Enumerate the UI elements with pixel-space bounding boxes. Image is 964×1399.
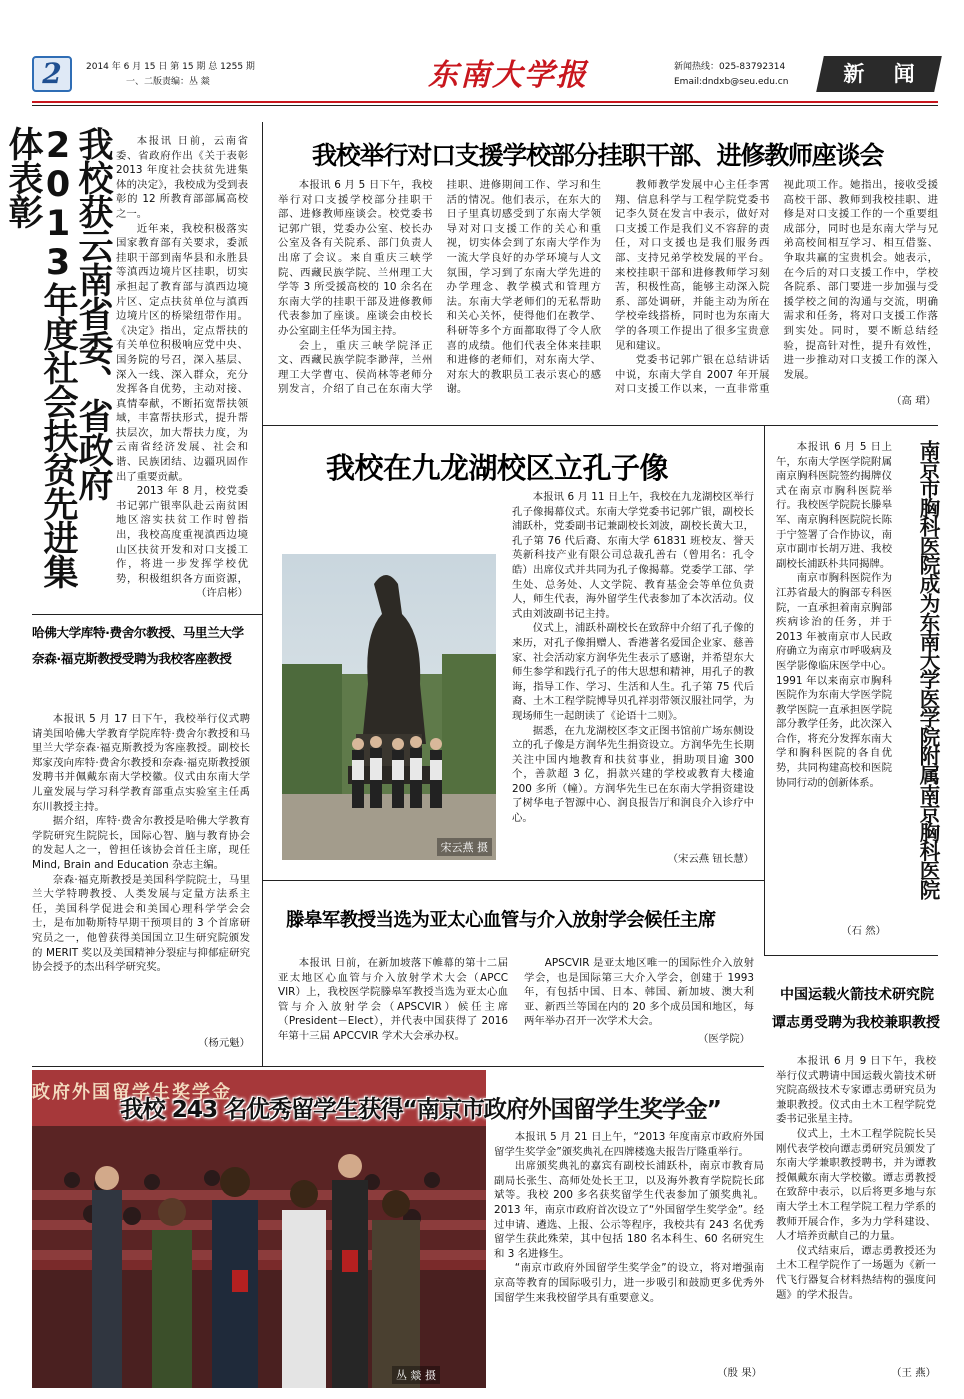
signature-teng: （医学院） xyxy=(632,1030,750,1045)
paper-name: 东南大学报 xyxy=(428,58,588,93)
paragraph: 本报讯 日前，云南省委、省政府作出《关于表彰 2013 年度社会扶贫先进集体的决定》，我校成为受到表彰的 12 所教育部部属高校之一。 xyxy=(116,135,248,220)
headline-harvard-line1: 哈佛大学库特·费舍尔教授、马里兰大学 xyxy=(32,625,244,640)
headline-chest: 南京市胸科医院成为东南大学医学院附属南京胸科医院 xyxy=(916,440,940,899)
paragraph: 本报讯 6 月 5 日上午，东南大学医学院附属南京胸科医院签约揭牌仪式在南京市胸科医院举行。我校医学院院长滕皋军、南京胸科医院院长陈于宁签署了合作协议，南京市副市长胡万进、我校副校长浦跃朴共同揭牌。 xyxy=(776,441,892,570)
confucius-photo-caption: 宋云燕 摄 xyxy=(437,838,493,856)
signature-chest: （石 然） xyxy=(841,925,886,937)
divider xyxy=(764,955,938,956)
body-rocket xyxy=(776,1054,936,1366)
headline-rocket-line2: 谭志勇受聘为我校兼职教授 xyxy=(772,1015,940,1031)
signature-scholarship: （殷 果） xyxy=(717,1367,762,1379)
masthead xyxy=(32,56,938,100)
paragraph: 教师教学发展中心主任李霄翔、信息科学与工程学院党委书记李久贤在发言中表示，做好对口支援工作是我们义不容辞的责任，对口支援也是我们服务西部、支持兄弟学校发展的平台。来校挂职干部和进修教师学习刻苦，积极性高，能够主动深入院系、部处调研，并能主动为所在学校牵线搭桥，同时也为东南大学的各项工作提出了很多宝贵意见和建议。 xyxy=(615,179,770,352)
editor-line: 一、二版责编：丛 燚 xyxy=(126,77,210,87)
paragraph: 奈森·福克斯教授是美国科学院院士，马里兰大学特聘教授、人类发展与定量方法系主任，美国科学促进会和美国心理科学学会会士，是布加勒斯特早期干预项目的 3 个首席研究员之一，他曾获得美国国立卫生研究院颁发的 MERIT 奖以及美国精神分裂症与抑郁症研究协会授予的杰出科学研究奖。 xyxy=(32,873,250,974)
paragraph: 仪式上，浦跃朴副校长在致辞中介绍了孔子像的来历，对孔子像捐赠人、香港著名爱国企业家、慈善家、社会活动家方润华先生表示了感谢，并希望东大师生参学和践行孔子的伟大思想和精神，用孔子的教诲，指导工作、学习、生活和人生。孔子第 75 代后裔、土木工程学院博导贝孔祥羽带领汉服社同学，为现场师生一起朗读了《论语十二则》。 xyxy=(512,622,754,722)
hotline: 新闻热线：025-83792314 xyxy=(674,62,786,72)
page-number-box xyxy=(32,56,72,92)
article-yunnan xyxy=(3,122,250,606)
scholarship-photo-caption: 丛 燚 摄 xyxy=(392,1366,440,1384)
section-label: 新 闻 xyxy=(843,62,915,86)
divider xyxy=(32,614,262,615)
paragraph: 仪式上，土木工程学院院长吴刚代表学校向谭志勇研究员颁发了东南大学兼职教授聘书，并为谭教授佩戴东南大学校徽。谭志勇教授在致辞中表示，以后将更多地与东南大学土木工程学院工程力学系的教师开展合作，多为力学科建设、人才培养贡献自己的力量。 xyxy=(776,1127,936,1243)
scholarship-banner-text: 政府外国留学生奖学金 xyxy=(32,1082,232,1103)
paragraph: 会上，重庆三峡学院泽正文、西藏民族学院李渺萍，兰州理工大学曹屯、侯尚林等老师分别发言，介绍了自己在东南大学挂职、进修期间工作、学习和生活的情况。他们表示，在东大的日子里真切感受到了东南大学领导对对口支援工作的关心和重视，切实体会到了东南大学作为一流大学良好的办学环境与人文氛围，学习到了东南大学先进的办学理念、教学模式和管理方法。东南大学老师们的无私帮助和关心关怀，使得他们在教学、科研等多个方面都取得了令人欣喜的成绩。他们代表全体来挂职和进修的老师们，对东南大学、对东大的教职员工表示衷心的感谢。 xyxy=(278,179,601,396)
signature-duikou: （高 珺） xyxy=(832,392,936,407)
paragraph: 据悉，在九龙湖校区李文正图书馆前广场东侧设立的孔子像是方润华先生捐资设立。方润华先生长期关注中国内地教育和扶贫事业，捐助项目逾 300 个，善款超 3 亿，捐款兴建的学校或教育大楼逾 200 多所（幢）。方润华先生已在东南大学捐资建设了树华电子智源中心、润良报告厅和润良介入诊疗中心。 xyxy=(512,724,754,825)
confucius-statue-image xyxy=(282,554,496,860)
body-scholarship xyxy=(494,1130,764,1362)
paragraph: APSCVIR 是亚太地区唯一的国际性介入放射学会，也是国际第三大介入学会，创建于 1993 年，有包括中国、日本、韩国、新加坡、澳大利亚、新西兰等国在内的 20 多个成员国和地区，每两年举办召开一次学术大会。 xyxy=(524,957,754,1028)
article-chest xyxy=(772,436,938,946)
signature-harvard: （杨元魁） xyxy=(198,1037,250,1049)
body-harvard xyxy=(32,712,250,1034)
divider xyxy=(32,1066,764,1067)
headline-duikou: 我校举行对口支援学校部分挂职干部、进修教师座谈会 xyxy=(312,141,884,170)
paragraph: 出席颁奖典礼的嘉宾有副校长浦跃朴，南京市教育局副局长张生、高师处处长王卫，以及海外教育学院院长邱斌等。我校 200 多名获奖留学生代表参加了颁奖典礼。2013 年，南京市政府首次设立了“外国留学生奖学金”。经过申请、遴选、上报、公示等程序，我校共有 243 名优秀留学生获此殊荣，其中包括 180 名本科生、60 名研究生和 3 名进修生。 xyxy=(494,1160,764,1260)
paragraph: 据介绍，库特·费舍尔教授是哈佛大学教育学院研究生院院长，国际心智、脑与教育协会的发起人之一，曾担任该协会首任主席，现任 Mind, Brain and Education 杂志主编。 xyxy=(32,815,250,871)
article-rocket xyxy=(772,962,938,1390)
paragraph: 党委书记郭广银在总结讲话中说，东南大学自 2007 年开展对口支援工作以来，一直非常重视此项工作。她指出，接收受援高校干部、教师到我校挂职、进修是对口支援工作的一个重要组成部分，同时也是东南大学与兄弟高校间相互学习、相互借鉴、争取共赢的宝贵机会。她表示，在今后的对口支援工作中，学校各院系、部门要进一步加强与受援学校之间的沟通与交流，明确需求和任务，将对口支援工作落到实处。同时，要不断总结经验，提高针对性，提升有效性，进一步推动对口支援工作的深入发展。 xyxy=(615,179,938,396)
headline-teng: 滕皋军教授当选为亚太心血管与介入放射学会候任主席 xyxy=(286,910,716,931)
paragraph: 本报讯 日前，在新加坡落下帷幕的第十二届亚太地区心血管与介入放射学术大会（APCC VIR）上，我校医学院滕皋军教授当选为亚太心血管与介入放射学会（APSCVIR）候任主席（President－Elect），并代表中国获得了 2016 年第十三届 APCCVIR 学术大会承办权。 xyxy=(278,957,508,1042)
signature-rocket: （王 燕） xyxy=(852,1364,936,1379)
headline-yunnan: 我校获云南省委、省政府2013年度社会扶贫先进集体表彰 xyxy=(3,126,113,588)
paragraph: 2013 年 8 月，校党委书记郭广银率队赴云南贫困地区溶实扶贫工作时曾指出，我校高度重视滇西边境山区扶贫开发和对口支援工作，将进一步发挥学校优势，积极组织各方面资源， xyxy=(116,485,248,585)
headline-scholarship: 我校 243 名优秀留学生获得“南京市政府外国留学生奖学金” xyxy=(120,1095,721,1123)
signature-confucius: （宋云燕 钮长慧） xyxy=(542,850,754,865)
page-number: 2 xyxy=(42,57,62,90)
body-duikou xyxy=(278,178,938,410)
article-confucius xyxy=(272,430,758,878)
paragraph: 仪式结束后，谭志勇教授还为土木工程学院作了一场题为《新一代飞行器复合材料热结构的强度问题》的学术报告。 xyxy=(776,1244,936,1301)
paragraph: 南京市胸科医院作为江苏省最大的胸部专科医院，一直承担着南京胸部疾病诊治的任务，并于 2013 年被南京市人民政府确立为南京市呼吸病及医学影像临床医学中心。1991 年以来南京市胸科医院作为东南大学医学院教学医院一直承担医学院部分教学任务，此次深入合作，将充分发挥东南大学和胸科医院的各自优势，共同构建高校和医院协同行动的创新体系。 xyxy=(776,572,892,789)
divider xyxy=(262,425,938,426)
paragraph: 本报讯 5 月 17 日下午，我校举行仪式聘请美国哈佛大学教育学院库特·费舍尔教授和马里兰大学奈森·福克斯教授为客座教授。副校长郑家茂向库特·费舍尔教授和奈森·福克斯教授颁发聘书并佩戴东南大学校徽。仪式由东南大学儿童发展与学习科学教育部重点实验室主任禹东川教授主持。 xyxy=(32,713,250,813)
divider xyxy=(262,880,764,881)
issue-line: 2014 年 6 月 15 日 第 15 期 总 1255 期 xyxy=(86,62,255,72)
masthead-rule xyxy=(32,101,938,103)
headline-confucius: 我校在九龙湖校区立孔子像 xyxy=(326,451,669,485)
divider xyxy=(262,122,263,1066)
section-tab xyxy=(816,56,942,92)
masthead-rule-thin xyxy=(32,105,938,106)
article-duikou xyxy=(272,122,938,422)
paragraph: 本报讯 6 月 5 日下午，我校举行对口支援学校部分挂职干部、进修教师座谈会。校党委书记郭广银，党委办公室、校长办公室及各有关院系、部门负责人出席了会议。来自重庆三峡学院、西藏民族学院、兰州理工大学等 3 所受援高校的 10 余名在东南大学的挂职干部及进修教师代表参加了座谈。座谈会由校长办公室副主任华为国主持。 xyxy=(278,179,433,337)
confucius-photo xyxy=(282,554,496,860)
paragraph: 本报讯 5 月 21 日上午，“2013 年度南京市政府外国留学生奖学金”颁奖典礼在四牌楼逸夫报告厅隆重举行。 xyxy=(494,1131,764,1158)
paragraph: 本报讯 6 月 9 日下午，我校举行仪式聘请中国运载火箭技术研究院高级技术专家谭志勇研究员为兼职教授。仪式由土木工程学院党委书记张星主持。 xyxy=(776,1055,936,1126)
paragraph: 本报讯 6 月 11 日上午，我校在九龙湖校区举行孔子像揭幕仪式。东南大学党委书记郭广银，副校长浦跃朴，党委副书记兼副校长刘波，副校长黄大卫，孔子第 76 代后裔、东南大学 61831 班校友、誉天英新科技产业有限公司总裁孔善右（曾用名：孔令皓）出席仪式并共同为孔子像揭幕。党委学工部、学生处、总务处、人文学院、教育基金会等单位负责人，师生代表，海外留学生代表参加了本次活动。仪式由刘波副书记主持。 xyxy=(512,491,754,620)
email: Email:dndxb@seu.edu.cn xyxy=(674,77,789,87)
paragraph: “南京市政府外国留学生奖学金”的设立，将对增强南京高等教育的国际吸引力，进一步吸引和鼓励更多优秀外国留学生来我校留学具有重要意义。 xyxy=(494,1262,764,1304)
body-chest xyxy=(776,440,892,918)
article-harvard xyxy=(32,620,250,1060)
divider xyxy=(764,425,765,955)
paragraph: 近年来，我校积极落实国家教育部有关要求，委派挂职干部到南华县和永胜县等滇西边境片区挂职，切实承担起了教育部与滇西边境片区、定点扶贫单位与滇西边境片区的桥梁纽带作用。《决定》指出，定点帮扶的有关单位积极响应党中央、国务院的号召，深入基层、深入一线、深入群众，充分发挥各自优势，主动对接、真情奉献，不断拓宽帮扶领域，丰富帮扶形式，提升帮扶层次，加大帮扶力度，为云南省经济发展、社会和谐、民族团结、边疆巩固作出了重要贡献。 xyxy=(116,222,248,483)
article-scholarship xyxy=(32,1070,764,1388)
article-teng xyxy=(272,884,758,1060)
issue-info xyxy=(86,60,326,90)
signature-yunnan: （许启彬） xyxy=(196,587,248,599)
headline-harvard-line2: 奈森·福克斯教授受聘为我校客座教授 xyxy=(32,651,232,666)
body-yunnan xyxy=(116,134,248,586)
headline-rocket-line1: 中国运载火箭技术研究院 xyxy=(780,987,934,1003)
